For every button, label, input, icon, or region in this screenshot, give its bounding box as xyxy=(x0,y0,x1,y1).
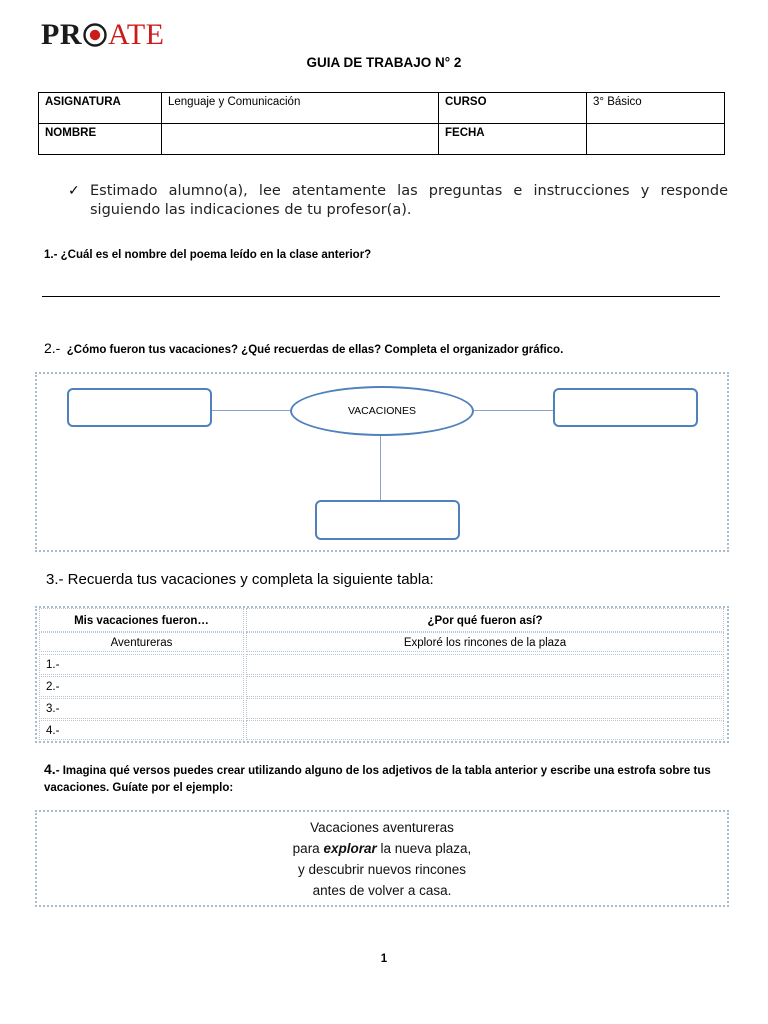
organizer-box-right[interactable] xyxy=(553,388,698,427)
asignatura-value: Lenguaje y Comunicación xyxy=(162,93,439,124)
answer-line-1[interactable] xyxy=(42,296,720,297)
question-4-number: 4. xyxy=(44,761,56,777)
curso-value: 3° Básico xyxy=(587,93,725,124)
poem-line-2-end: la nueva plaza, xyxy=(376,841,472,856)
table-header-adjective: Mis vacaciones fueron… xyxy=(39,608,244,632)
example-poem xyxy=(35,817,729,901)
organizer-center-ellipse xyxy=(290,386,474,436)
table-row-label: 3.- xyxy=(39,698,244,719)
organizer-box-bottom[interactable] xyxy=(315,500,460,540)
page-number: 1 xyxy=(380,953,388,965)
question-2-text: ¿Cómo fueron tus vacaciones? ¿Qué recuerdas de ellas? Completa el organizador gráfico. xyxy=(66,344,564,356)
student-info-table xyxy=(38,92,725,155)
table-row-label: 2.- xyxy=(39,676,244,697)
question-2-number: 2.- xyxy=(44,340,61,356)
instruction-text: Estimado alumno(a), lee atentamente las preguntas e instrucciones y responde siguiendo las indicaciones de tu profesor(a). xyxy=(90,183,728,218)
nombre-field[interactable] xyxy=(162,124,439,155)
asignatura-label: ASIGNATURA xyxy=(39,93,162,124)
poem-line-3: y descubrir nuevos rincones xyxy=(297,862,467,877)
page-title: GUIA DE TRABAJO N° 2 xyxy=(306,55,462,70)
table-header-reason: ¿Por qué fueron así? xyxy=(246,608,724,632)
poem-line-4: antes de volver a casa. xyxy=(312,883,452,898)
question-2 xyxy=(44,340,563,356)
instruction-item xyxy=(68,182,728,220)
logo-eye-icon xyxy=(83,23,107,47)
table-row-answer[interactable] xyxy=(246,720,724,740)
poem-keyword: explorar xyxy=(323,841,377,856)
logo-text-right: ATE xyxy=(108,18,165,51)
curso-label: CURSO xyxy=(439,93,587,124)
organizer-center-label: VACACIONES xyxy=(347,405,417,417)
logo-text-left: PR xyxy=(41,18,82,51)
question-4-text: - Imagina qué versos puedes crear utilizando alguno de los adjetivos de la tabla anterior y escribe una estrofa sobre tus vacaciones. Guíate por el ejemplo: xyxy=(44,765,711,794)
poem-line-2 xyxy=(35,838,729,859)
poem-line-1: Vacaciones aventureras xyxy=(310,820,454,835)
connector-left xyxy=(212,410,290,411)
poem-line-2-start: para xyxy=(292,841,324,856)
fecha-label: FECHA xyxy=(439,124,587,155)
table-row-answer[interactable] xyxy=(246,676,724,697)
fecha-field[interactable] xyxy=(587,124,725,155)
table-row-label: 4.- xyxy=(39,720,244,740)
nombre-label: NOMBRE xyxy=(39,124,162,155)
question-3: 3.- Recuerda tus vacaciones y completa la siguiente tabla: xyxy=(46,571,434,588)
example-adjective: Aventureras xyxy=(39,632,244,652)
checkmark-icon: ✓ xyxy=(68,183,80,199)
table-row-answer[interactable] xyxy=(246,698,724,719)
organizer-box-left[interactable] xyxy=(67,388,212,427)
table-row-label: 1.- xyxy=(39,654,244,675)
connector-right xyxy=(474,410,554,411)
question-1: 1.- ¿Cuál es el nombre del poema leído en la clase anterior? xyxy=(44,249,372,261)
proate-logo xyxy=(41,18,165,52)
example-reason: Exploré los rincones de la plaza xyxy=(246,632,724,652)
connector-bottom xyxy=(380,436,381,500)
question-4 xyxy=(44,761,734,797)
table-row-answer[interactable] xyxy=(246,654,724,675)
